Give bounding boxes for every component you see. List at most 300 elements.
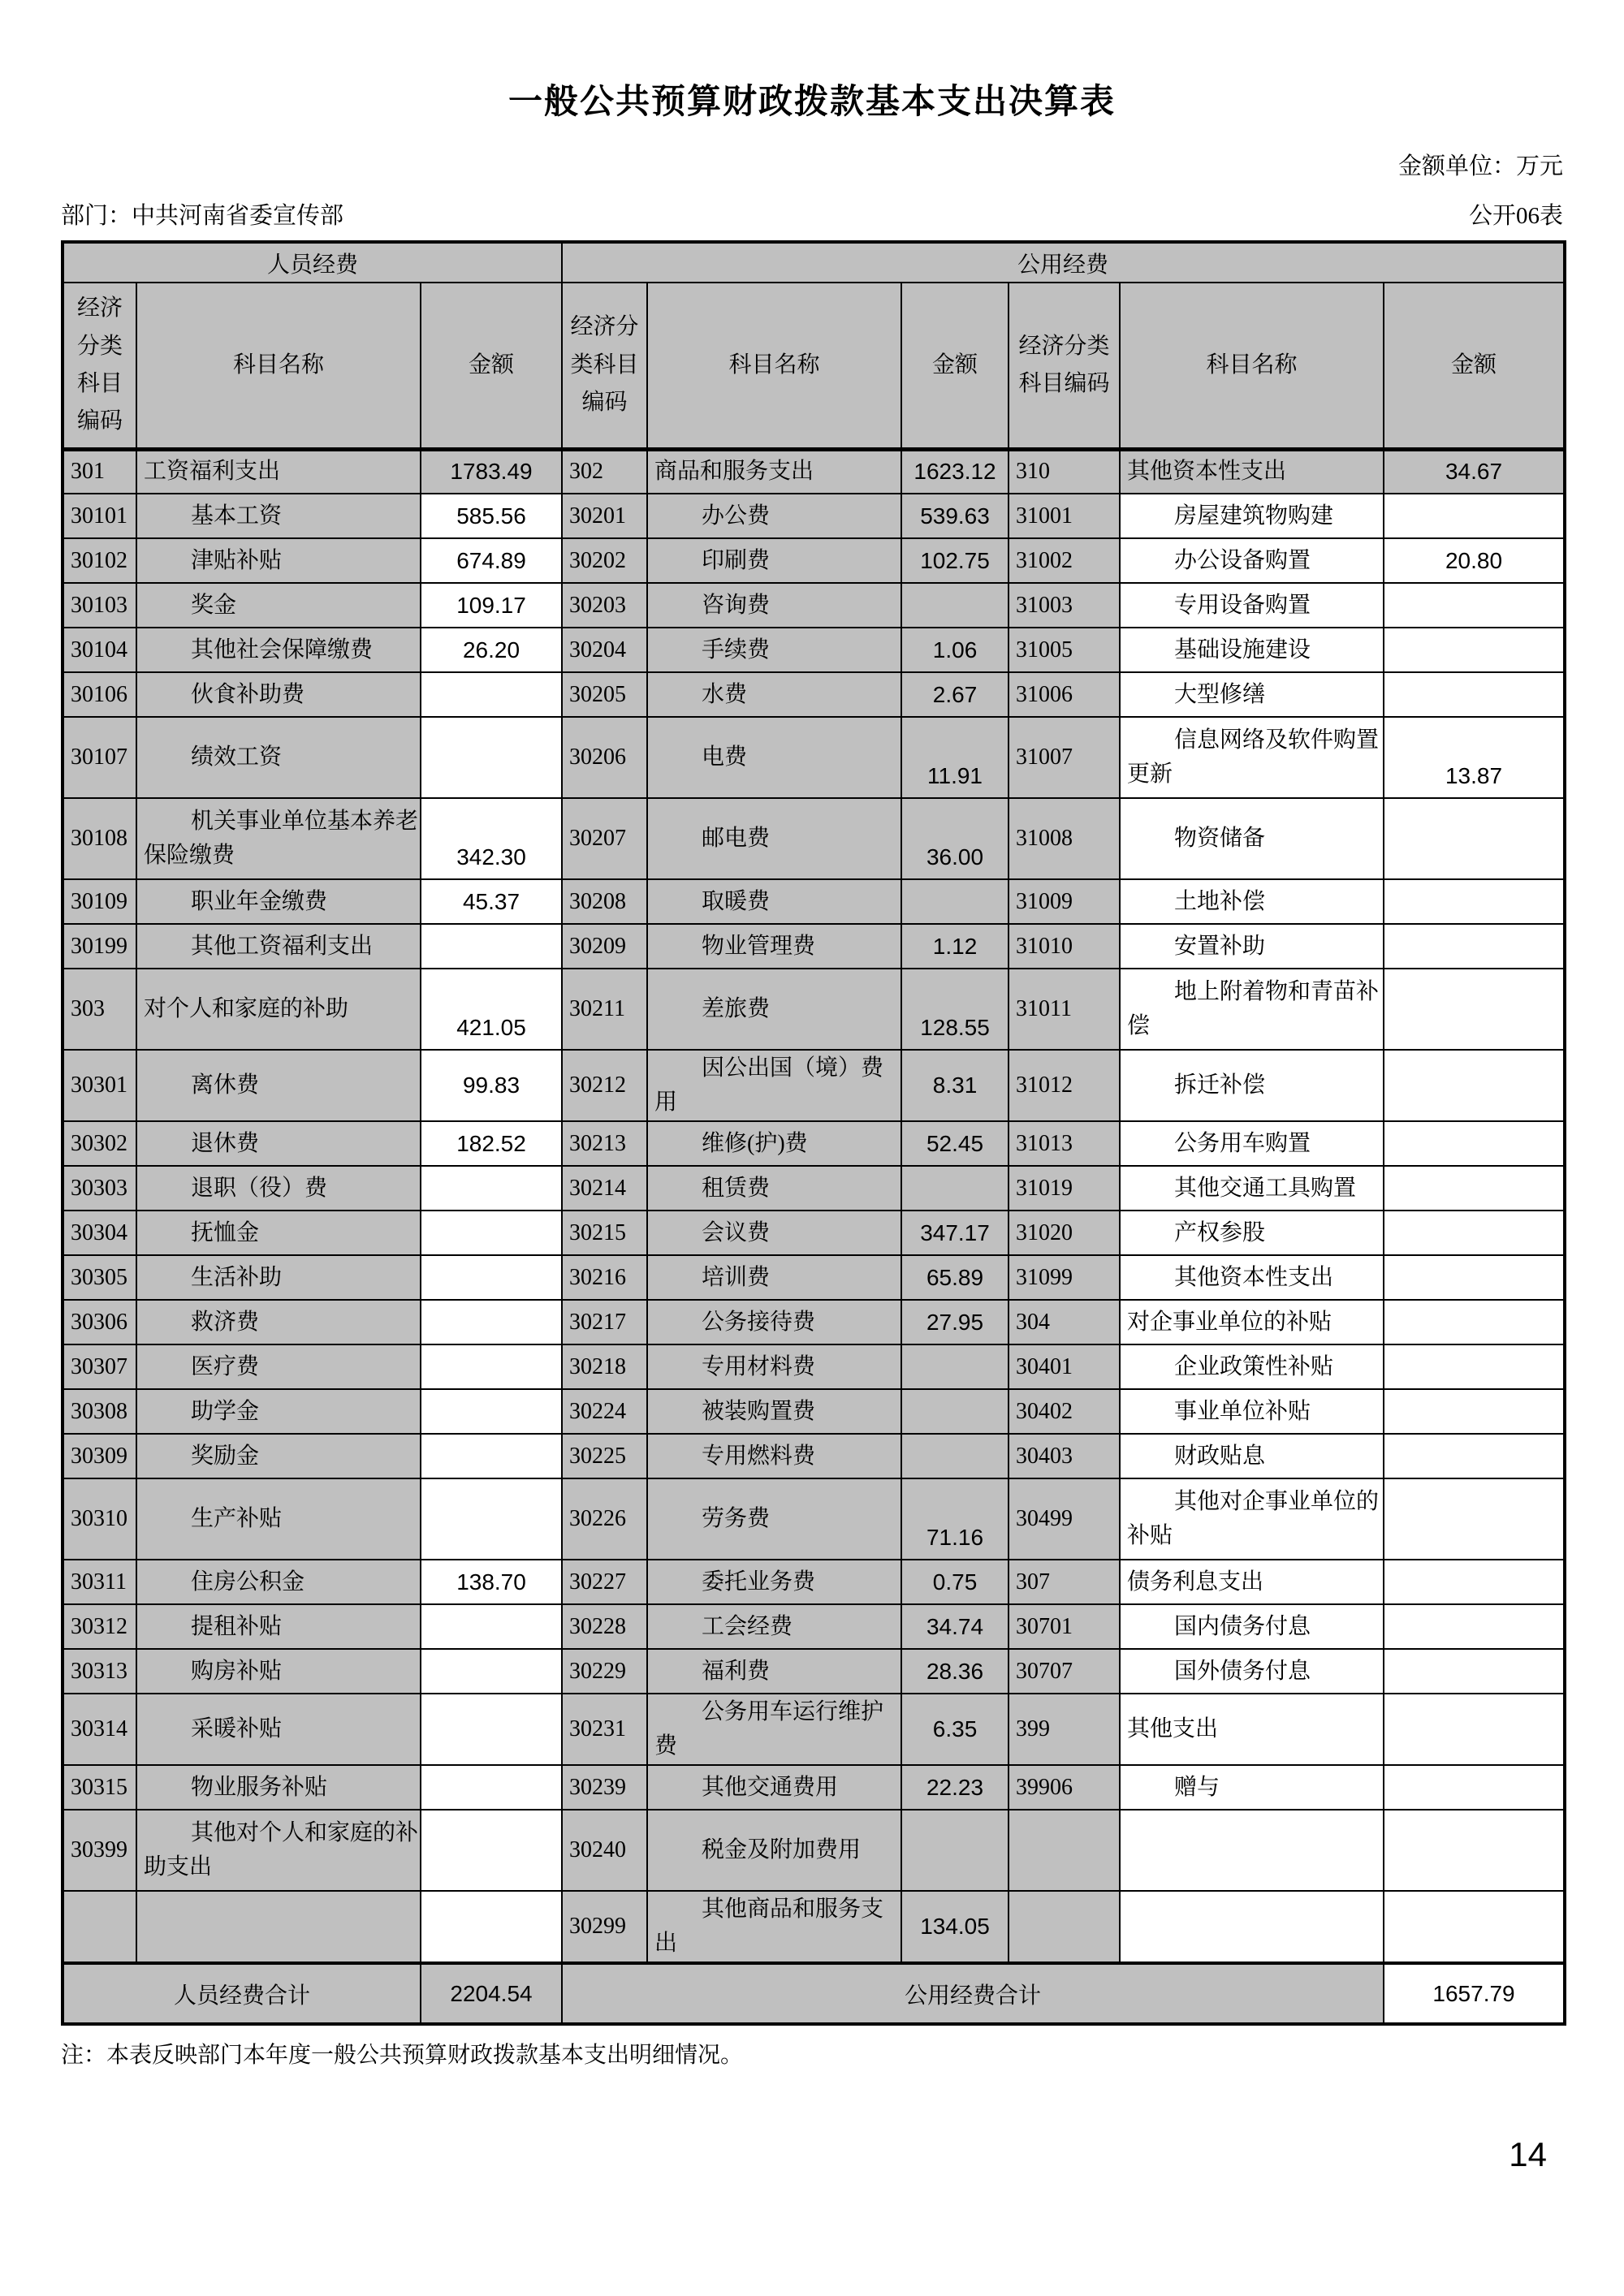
footnote: 注：本表反映部门本年度一般公共预算财政拨款基本支出明细情况。 — [61, 2043, 744, 2068]
cell-name: 委托业务费 — [647, 1560, 901, 1604]
cell-code: 30213 — [562, 1121, 647, 1166]
cell-code: 30218 — [562, 1344, 647, 1389]
cell-amount — [421, 1434, 562, 1478]
table-row — [63, 1255, 1565, 1300]
cell-name: 水费 — [647, 672, 901, 717]
cell-code: 30108 — [63, 798, 136, 879]
cell-name: 办公设备购置 — [1120, 538, 1384, 583]
cell-amount: 36.00 — [901, 798, 1009, 879]
cell-name: 助学金 — [136, 1389, 421, 1434]
footer-total-label: 公用经费合计 — [562, 1963, 1384, 2024]
cell-amount — [421, 1765, 562, 1810]
cell-code: 31001 — [1009, 494, 1120, 538]
cell-code: 30499 — [1009, 1478, 1120, 1560]
cell-amount — [421, 1649, 562, 1694]
cell-code: 30305 — [63, 1255, 136, 1300]
cell-amount: 109.17 — [421, 583, 562, 628]
cell-amount — [1384, 1255, 1565, 1300]
cell-amount: 1623.12 — [901, 449, 1009, 494]
cell-amount — [1384, 1344, 1565, 1389]
cell-code — [1009, 1810, 1120, 1891]
table-row — [63, 1166, 1565, 1211]
cell-code: 30225 — [562, 1434, 647, 1478]
cell-name: 福利费 — [647, 1649, 901, 1694]
cell-amount — [1384, 1211, 1565, 1255]
cell-name: 邮电费 — [647, 798, 901, 879]
cell-code: 30231 — [562, 1694, 647, 1765]
cell-name: 专用燃料费 — [647, 1434, 901, 1478]
table-row — [63, 583, 1565, 628]
table-row — [63, 1300, 1565, 1344]
cell-amount — [901, 1166, 1009, 1211]
cell-code: 31005 — [1009, 628, 1120, 672]
table-row — [63, 1050, 1565, 1121]
cell-name: 其他工资福利支出 — [136, 924, 421, 969]
cell-name: 公务用车购置 — [1120, 1121, 1384, 1166]
cell-name: 产权参股 — [1120, 1211, 1384, 1255]
cell-code: 30207 — [562, 798, 647, 879]
cell-amount — [421, 1604, 562, 1649]
cell-name: 绩效工资 — [136, 717, 421, 798]
footer-total-amount: 1657.79 — [1384, 1963, 1565, 2024]
cell-name: 其他资本性支出 — [1120, 1255, 1384, 1300]
cell-code: 302 — [562, 449, 647, 494]
cell-amount — [1384, 1389, 1565, 1434]
cell-name: 工资福利支出 — [136, 449, 421, 494]
cell-name: 取暖费 — [647, 879, 901, 924]
cell-amount: 45.37 — [421, 879, 562, 924]
cell-code: 303 — [63, 969, 136, 1050]
column-header: 金额 — [1384, 283, 1565, 449]
page-number: 14 — [1509, 2135, 1547, 2173]
cell-name: 国内债务付息 — [1120, 1604, 1384, 1649]
cell-name: 其他支出 — [1120, 1694, 1384, 1765]
column-header: 经济分类科目编码 — [1009, 283, 1120, 449]
cell-name: 专用材料费 — [647, 1344, 901, 1389]
cell-amount — [421, 1255, 562, 1300]
table-row — [63, 1694, 1565, 1765]
cell-amount: 347.17 — [901, 1211, 1009, 1255]
cell-name: 事业单位补贴 — [1120, 1389, 1384, 1434]
cell-amount — [1384, 1166, 1565, 1211]
cell-code: 30206 — [562, 717, 647, 798]
footer-row — [63, 1963, 1565, 2024]
cell-code: 30205 — [562, 672, 647, 717]
cell-amount — [421, 1344, 562, 1389]
cell-code: 30216 — [562, 1255, 647, 1300]
cell-code: 30309 — [63, 1434, 136, 1478]
page-title: 一般公共预算财政拨款基本支出决算表 — [508, 84, 1116, 121]
cell-code: 30217 — [562, 1300, 647, 1344]
cell-name: 其他商品和服务支出 — [647, 1891, 901, 1963]
cell-amount: 27.95 — [901, 1300, 1009, 1344]
cell-name: 抚恤金 — [136, 1211, 421, 1255]
cell-amount: 1.12 — [901, 924, 1009, 969]
cell-amount — [421, 1211, 562, 1255]
column-header: 科目名称 — [136, 283, 421, 449]
cell-name: 专用设备购置 — [1120, 583, 1384, 628]
cell-amount: 20.80 — [1384, 538, 1565, 583]
cell-code: 31012 — [1009, 1050, 1120, 1121]
cell-amount — [1384, 672, 1565, 717]
cell-code: 30201 — [562, 494, 647, 538]
cell-name: 电费 — [647, 717, 901, 798]
cell-name: 安置补助 — [1120, 924, 1384, 969]
cell-amount — [1384, 583, 1565, 628]
table-row — [63, 1434, 1565, 1478]
cell-name: 其他资本性支出 — [1120, 449, 1384, 494]
cell-amount — [421, 1478, 562, 1560]
cell-code: 30107 — [63, 717, 136, 798]
table-row — [63, 798, 1565, 879]
cell-amount: 26.20 — [421, 628, 562, 672]
cell-code: 30401 — [1009, 1344, 1120, 1389]
cell-amount: 138.70 — [421, 1560, 562, 1604]
cell-amount — [901, 1810, 1009, 1891]
cell-code: 30214 — [562, 1166, 647, 1211]
table-row — [63, 1604, 1565, 1649]
cell-code: 30212 — [562, 1050, 647, 1121]
cell-code: 30202 — [562, 538, 647, 583]
cell-amount: 1783.49 — [421, 449, 562, 494]
table-row — [63, 717, 1565, 798]
cell-amount — [1384, 1810, 1565, 1891]
budget-table — [61, 240, 1566, 2026]
table-row — [63, 879, 1565, 924]
cell-amount — [1384, 628, 1565, 672]
cell-code: 30306 — [63, 1300, 136, 1344]
cell-name: 被装购置费 — [647, 1389, 901, 1434]
cell-code: 30314 — [63, 1694, 136, 1765]
cell-code: 31002 — [1009, 538, 1120, 583]
cell-name: 物业管理费 — [647, 924, 901, 969]
table-row — [63, 1389, 1565, 1434]
cell-name: 税金及附加费用 — [647, 1810, 901, 1891]
column-header: 经济分类科目编码 — [562, 283, 647, 449]
cell-code: 30301 — [63, 1050, 136, 1121]
cell-code: 30103 — [63, 583, 136, 628]
cell-name: 国外债务付息 — [1120, 1649, 1384, 1694]
cell-code: 30303 — [63, 1166, 136, 1211]
cell-name: 维修(护)费 — [647, 1121, 901, 1166]
cell-name: 生活补助 — [136, 1255, 421, 1300]
cell-code: 39906 — [1009, 1765, 1120, 1810]
cell-name: 债务利息支出 — [1120, 1560, 1384, 1604]
cell-amount: 13.87 — [1384, 717, 1565, 798]
column-header: 金额 — [421, 283, 562, 449]
cell-name — [1120, 1810, 1384, 1891]
cell-amount — [1384, 1891, 1565, 1963]
cell-code: 31020 — [1009, 1211, 1120, 1255]
cell-amount: 182.52 — [421, 1121, 562, 1166]
cell-name: 地上附着物和青苗补偿 — [1120, 969, 1384, 1050]
cell-name: 赠与 — [1120, 1765, 1384, 1810]
cell-name — [136, 1891, 421, 1963]
cell-amount: 11.91 — [901, 717, 1009, 798]
cell-code: 31013 — [1009, 1121, 1120, 1166]
cell-amount — [421, 672, 562, 717]
column-header: 科目名称 — [647, 283, 901, 449]
cell-code: 31006 — [1009, 672, 1120, 717]
cell-amount: 102.75 — [901, 538, 1009, 583]
cell-name: 对企事业单位的补贴 — [1120, 1300, 1384, 1344]
cell-code: 30109 — [63, 879, 136, 924]
cell-name: 商品和服务支出 — [647, 449, 901, 494]
table-row — [63, 1478, 1565, 1560]
cell-code: 30307 — [63, 1344, 136, 1389]
cell-name: 信息网络及软件购置更新 — [1120, 717, 1384, 798]
cell-name: 手续费 — [647, 628, 901, 672]
cell-amount: 52.45 — [901, 1121, 1009, 1166]
cell-code: 30199 — [63, 924, 136, 969]
cell-code: 301 — [63, 449, 136, 494]
cell-name: 公务接待费 — [647, 1300, 901, 1344]
cell-name: 差旅费 — [647, 969, 901, 1050]
cell-code: 31009 — [1009, 879, 1120, 924]
cell-code: 30229 — [562, 1649, 647, 1694]
cell-name: 其他社会保障缴费 — [136, 628, 421, 672]
cell-code: 30315 — [63, 1765, 136, 1810]
cell-name: 财政贴息 — [1120, 1434, 1384, 1478]
cell-code: 30227 — [562, 1560, 647, 1604]
cell-amount — [1384, 1478, 1565, 1560]
table-row — [63, 494, 1565, 538]
cell-code: 30310 — [63, 1478, 136, 1560]
table-row — [63, 1649, 1565, 1694]
cell-amount — [421, 1810, 562, 1891]
cell-amount — [901, 1434, 1009, 1478]
cell-amount: 28.36 — [901, 1649, 1009, 1694]
cell-code: 31007 — [1009, 717, 1120, 798]
footer-total-amount: 2204.54 — [421, 1963, 562, 2024]
cell-name: 工会经费 — [647, 1604, 901, 1649]
cell-code: 30299 — [562, 1891, 647, 1963]
cell-code: 30215 — [562, 1211, 647, 1255]
column-header: 科目名称 — [1120, 283, 1384, 449]
cell-name: 退职（役）费 — [136, 1166, 421, 1211]
cell-name: 采暖补贴 — [136, 1694, 421, 1765]
cell-amount — [421, 717, 562, 798]
cell-code: 30403 — [1009, 1434, 1120, 1478]
cell-amount — [421, 1300, 562, 1344]
cell-amount — [1384, 1121, 1565, 1166]
cell-code: 31003 — [1009, 583, 1120, 628]
cell-amount — [1384, 1434, 1565, 1478]
cell-name: 购房补贴 — [136, 1649, 421, 1694]
table-row — [63, 628, 1565, 672]
cell-code: 31011 — [1009, 969, 1120, 1050]
cell-amount: 421.05 — [421, 969, 562, 1050]
cell-name: 物业服务补贴 — [136, 1765, 421, 1810]
cell-amount — [1384, 1050, 1565, 1121]
cell-name: 离休费 — [136, 1050, 421, 1121]
table-row — [63, 1891, 1565, 1963]
footer-total-label: 人员经费合计 — [63, 1963, 421, 2024]
cell-amount: 34.67 — [1384, 449, 1565, 494]
cell-name: 拆迁补偿 — [1120, 1050, 1384, 1121]
cell-amount: 2.67 — [901, 672, 1009, 717]
cell-amount — [421, 1694, 562, 1765]
table-row — [63, 1211, 1565, 1255]
cell-name: 租赁费 — [647, 1166, 901, 1211]
cell-name: 印刷费 — [647, 538, 901, 583]
table-row — [63, 672, 1565, 717]
cell-amount: 65.89 — [901, 1255, 1009, 1300]
cell-amount — [421, 1389, 562, 1434]
cell-code: 30226 — [562, 1478, 647, 1560]
cell-code: 30203 — [562, 583, 647, 628]
cell-amount — [1384, 798, 1565, 879]
cell-amount — [901, 1389, 1009, 1434]
cell-code: 30311 — [63, 1560, 136, 1604]
cell-amount: 71.16 — [901, 1478, 1009, 1560]
cell-amount — [901, 1344, 1009, 1389]
cell-amount: 674.89 — [421, 538, 562, 583]
cell-name: 因公出国（境）费用 — [647, 1050, 901, 1121]
cell-name: 职业年金缴费 — [136, 879, 421, 924]
cell-amount — [1384, 1694, 1565, 1765]
cell-code: 399 — [1009, 1694, 1120, 1765]
table-row — [63, 1765, 1565, 1810]
cell-amount — [421, 924, 562, 969]
cell-name: 机关事业单位基本养老保险缴费 — [136, 798, 421, 879]
cell-name: 津贴补贴 — [136, 538, 421, 583]
cell-name: 基本工资 — [136, 494, 421, 538]
column-header: 经济分类科目编码 — [63, 283, 136, 449]
cell-name: 土地补偿 — [1120, 879, 1384, 924]
cell-amount: 539.63 — [901, 494, 1009, 538]
cell-code: 31010 — [1009, 924, 1120, 969]
cell-amount — [1384, 969, 1565, 1050]
cell-name: 基础设施建设 — [1120, 628, 1384, 672]
table-row — [63, 969, 1565, 1050]
cell-name: 提租补贴 — [136, 1604, 421, 1649]
table-code-label: 公开06表 — [1468, 203, 1563, 229]
group-header-personnel: 人员经费 — [63, 242, 562, 283]
column-header: 金额 — [901, 283, 1009, 449]
group-header-public: 公用经费 — [562, 242, 1565, 283]
cell-code: 30239 — [562, 1765, 647, 1810]
cell-name: 退休费 — [136, 1121, 421, 1166]
cell-code: 30399 — [63, 1810, 136, 1891]
amount-unit-note: 金额单位：万元 — [1397, 153, 1563, 179]
cell-code: 30102 — [63, 538, 136, 583]
cell-name: 劳务费 — [647, 1478, 901, 1560]
cell-name: 其他对企事业单位的补贴 — [1120, 1478, 1384, 1560]
table-row — [63, 1560, 1565, 1604]
cell-amount — [1384, 1560, 1565, 1604]
cell-code: 31099 — [1009, 1255, 1120, 1300]
table-row — [63, 1810, 1565, 1891]
cell-name: 办公费 — [647, 494, 901, 538]
cell-amount — [1384, 879, 1565, 924]
cell-amount: 99.83 — [421, 1050, 562, 1121]
cell-name: 奖金 — [136, 583, 421, 628]
cell-code: 30402 — [1009, 1389, 1120, 1434]
cell-name: 对个人和家庭的补助 — [136, 969, 421, 1050]
cell-amount — [901, 583, 1009, 628]
cell-code: 30208 — [562, 879, 647, 924]
cell-name: 奖励金 — [136, 1434, 421, 1478]
cell-amount — [1384, 924, 1565, 969]
cell-code: 30701 — [1009, 1604, 1120, 1649]
table-row — [63, 449, 1565, 494]
cell-code: 30304 — [63, 1211, 136, 1255]
cell-name: 其他交通费用 — [647, 1765, 901, 1810]
cell-code: 30228 — [562, 1604, 647, 1649]
cell-amount: 8.31 — [901, 1050, 1009, 1121]
cell-name: 住房公积金 — [136, 1560, 421, 1604]
table-row — [63, 1121, 1565, 1166]
cell-code: 30106 — [63, 672, 136, 717]
cell-name: 会议费 — [647, 1211, 901, 1255]
cell-amount: 1.06 — [901, 628, 1009, 672]
cell-amount — [1384, 1604, 1565, 1649]
cell-amount — [421, 1166, 562, 1211]
cell-code: 30224 — [562, 1389, 647, 1434]
cell-code: 30308 — [63, 1389, 136, 1434]
cell-code: 310 — [1009, 449, 1120, 494]
cell-name: 企业政策性补贴 — [1120, 1344, 1384, 1389]
cell-amount: 342.30 — [421, 798, 562, 879]
cell-name: 救济费 — [136, 1300, 421, 1344]
cell-name: 其他交通工具购置 — [1120, 1166, 1384, 1211]
cell-name: 培训费 — [647, 1255, 901, 1300]
table-row — [63, 924, 1565, 969]
cell-code: 30204 — [562, 628, 647, 672]
cell-code: 30209 — [562, 924, 647, 969]
cell-code: 30240 — [562, 1810, 647, 1891]
cell-code — [63, 1891, 136, 1963]
cell-code: 30312 — [63, 1604, 136, 1649]
cell-amount: 22.23 — [901, 1765, 1009, 1810]
cell-code: 30101 — [63, 494, 136, 538]
cell-name: 物资储备 — [1120, 798, 1384, 879]
cell-name: 医疗费 — [136, 1344, 421, 1389]
cell-code: 30707 — [1009, 1649, 1120, 1694]
cell-name: 生产补贴 — [136, 1478, 421, 1560]
table-row — [63, 1344, 1565, 1389]
cell-name: 大型修缮 — [1120, 672, 1384, 717]
cell-code — [1009, 1891, 1120, 1963]
cell-code: 31008 — [1009, 798, 1120, 879]
cell-code: 30104 — [63, 628, 136, 672]
cell-amount — [1384, 1649, 1565, 1694]
cell-amount: 585.56 — [421, 494, 562, 538]
cell-amount: 0.75 — [901, 1560, 1009, 1604]
department-label: 部门：中共河南省委宣传部 — [61, 203, 344, 229]
cell-amount: 128.55 — [901, 969, 1009, 1050]
cell-code: 307 — [1009, 1560, 1120, 1604]
cell-code: 30211 — [562, 969, 647, 1050]
cell-code: 31019 — [1009, 1166, 1120, 1211]
cell-amount — [1384, 1300, 1565, 1344]
cell-name — [1120, 1891, 1384, 1963]
cell-name: 公务用车运行维护费 — [647, 1694, 901, 1765]
cell-amount — [901, 879, 1009, 924]
cell-code: 30313 — [63, 1649, 136, 1694]
cell-code: 304 — [1009, 1300, 1120, 1344]
cell-amount — [421, 1891, 562, 1963]
cell-name: 其他对个人和家庭的补助支出 — [136, 1810, 421, 1891]
cell-name: 房屋建筑物购建 — [1120, 494, 1384, 538]
cell-code: 30302 — [63, 1121, 136, 1166]
table-row — [63, 538, 1565, 583]
cell-name: 咨询费 — [647, 583, 901, 628]
cell-amount: 134.05 — [901, 1891, 1009, 1963]
cell-amount: 34.74 — [901, 1604, 1009, 1649]
cell-amount — [1384, 494, 1565, 538]
